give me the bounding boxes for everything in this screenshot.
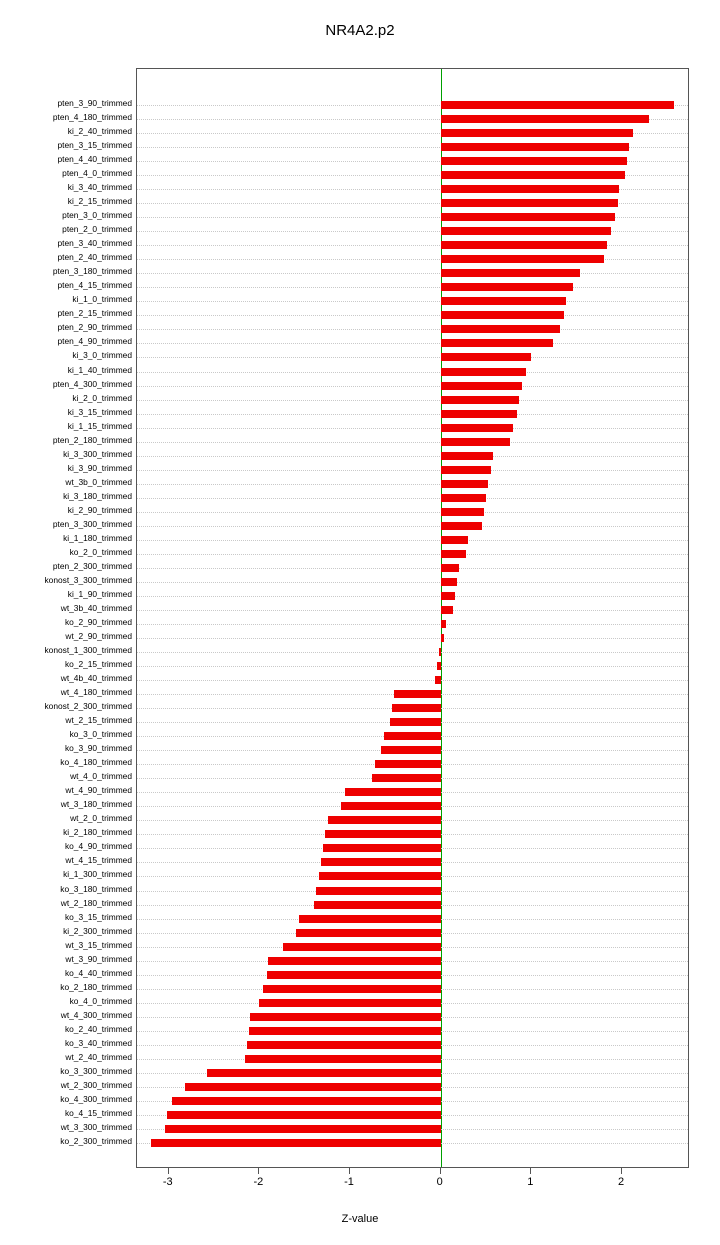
bar xyxy=(441,494,486,502)
y-tick-label: pten_4_180_trimmed xyxy=(52,112,132,123)
bar xyxy=(267,971,441,979)
y-tick-label: ki_2_0_trimmed xyxy=(72,392,132,403)
y-tick-label: ki_3_15_trimmed xyxy=(67,406,132,417)
x-tick-label: -2 xyxy=(253,1176,264,1188)
bar xyxy=(441,508,485,516)
gridline-row xyxy=(137,666,688,667)
y-tick-label: wt_3_300_trimmed xyxy=(60,1121,132,1132)
gridline-row xyxy=(137,610,688,611)
y-tick-label: ko_3_0_trimmed xyxy=(69,729,132,740)
gridline-row xyxy=(137,301,688,302)
bar xyxy=(441,424,514,432)
y-tick-label: ko_2_15_trimmed xyxy=(64,659,132,670)
gridline-row xyxy=(137,624,688,625)
y-tick-label: ki_3_90_trimmed xyxy=(67,462,132,473)
x-tick xyxy=(258,1168,259,1174)
bar xyxy=(441,522,483,530)
y-tick-label: konost_3_300_trimmed xyxy=(44,574,132,585)
y-tick-label: wt_2_15_trimmed xyxy=(65,715,132,726)
gridline-row xyxy=(137,287,688,288)
y-tick-label: ko_4_0_trimmed xyxy=(69,995,132,1006)
bar xyxy=(392,704,441,712)
y-tick-label: wt_2_180_trimmed xyxy=(60,897,132,908)
x-tick xyxy=(530,1168,531,1174)
y-tick-label: ki_2_40_trimmed xyxy=(67,126,132,137)
bar xyxy=(375,760,440,768)
y-tick-label: pten_3_180_trimmed xyxy=(52,266,132,277)
y-tick-label: wt_4_0_trimmed xyxy=(70,771,132,782)
bar xyxy=(325,830,441,838)
gridline-row xyxy=(137,540,688,541)
y-tick-label: wt_4b_40_trimmed xyxy=(60,673,132,684)
y-tick-label: konost_2_300_trimmed xyxy=(44,701,132,712)
y-tick-label: ki_1_300_trimmed xyxy=(63,869,132,880)
bar xyxy=(441,438,510,446)
y-tick-label: ko_4_40_trimmed xyxy=(64,967,132,978)
y-tick-label: pten_3_90_trimmed xyxy=(57,98,132,108)
gridline-row xyxy=(137,273,688,274)
bar xyxy=(441,606,454,614)
y-tick-label: pten_3_0_trimmed xyxy=(62,210,132,221)
y-tick-label: ko_2_90_trimmed xyxy=(64,617,132,627)
bar xyxy=(441,199,619,207)
y-tick-label: ki_3_300_trimmed xyxy=(63,448,132,459)
y-tick-label: ki_1_180_trimmed xyxy=(63,532,132,543)
bar xyxy=(441,396,519,404)
y-tick-label: ko_4_180_trimmed xyxy=(60,757,132,768)
y-tick-label: pten_3_15_trimmed xyxy=(57,140,132,151)
gridline-row xyxy=(137,428,688,429)
gridline-row xyxy=(137,357,688,358)
y-tick-label: ki_2_15_trimmed xyxy=(67,196,132,207)
bar xyxy=(441,452,494,460)
bar xyxy=(381,746,441,754)
y-tick-label: ko_3_40_trimmed xyxy=(64,1037,132,1048)
bar xyxy=(372,774,441,782)
y-tick-label: ko_2_40_trimmed xyxy=(64,1023,132,1034)
plot-inner xyxy=(137,69,688,1167)
x-tick-label: -3 xyxy=(162,1176,173,1188)
x-tick-label: -1 xyxy=(344,1176,354,1188)
y-tick-label: ko_2_0_trimmed xyxy=(69,546,132,557)
bar xyxy=(441,634,445,642)
bar xyxy=(167,1111,441,1119)
y-tick-label: ko_4_90_trimmed xyxy=(64,841,132,852)
x-tick-label: 0 xyxy=(436,1176,443,1188)
y-tick-label: pten_2_300_trimmed xyxy=(52,560,132,571)
y-tick-label: ko_3_90_trimmed xyxy=(64,743,132,754)
bar xyxy=(441,171,625,179)
bar xyxy=(441,353,532,361)
y-tick-label: wt_2_0_trimmed xyxy=(70,813,132,824)
bar xyxy=(249,1027,441,1035)
gridline-row xyxy=(137,343,688,344)
y-tick-label: ko_2_180_trimmed xyxy=(60,981,132,992)
bar xyxy=(319,872,440,880)
bar xyxy=(441,325,561,333)
y-tick-label: wt_2_40_trimmed xyxy=(65,1051,132,1062)
gridline-row xyxy=(137,329,688,330)
y-tick-label: ko_3_15_trimmed xyxy=(64,911,132,922)
gridline-row xyxy=(137,470,688,471)
x-tick-label: 1 xyxy=(527,1176,534,1188)
y-tick-label: pten_2_40_trimmed xyxy=(57,252,132,263)
bar xyxy=(185,1083,441,1091)
y-tick-label: ki_3_0_trimmed xyxy=(72,350,132,361)
y-tick-label: ki_2_300_trimmed xyxy=(63,925,132,936)
bar xyxy=(441,311,564,319)
y-tick-label: ki_1_0_trimmed xyxy=(72,294,132,305)
y-tick-label: ki_2_90_trimmed xyxy=(67,504,132,515)
bar xyxy=(268,957,440,965)
y-tick-label: wt_3_90_trimmed xyxy=(65,953,132,964)
y-tick-label: wt_4_180_trimmed xyxy=(60,687,132,698)
x-axis xyxy=(136,1168,689,1208)
bar xyxy=(439,648,441,656)
bar xyxy=(441,255,604,263)
bar xyxy=(296,929,441,937)
y-tick-label: wt_4_300_trimmed xyxy=(60,1009,132,1020)
bar xyxy=(441,410,517,418)
bar xyxy=(441,143,630,151)
bar xyxy=(250,1013,440,1021)
bar xyxy=(245,1055,441,1063)
bar xyxy=(283,943,441,951)
y-tick-label: ki_1_90_trimmed xyxy=(67,588,132,599)
bar xyxy=(314,901,441,909)
bar xyxy=(441,550,466,558)
y-tick-label: ko_4_15_trimmed xyxy=(64,1107,132,1118)
bar xyxy=(441,480,488,488)
y-tick-label: wt_4_15_trimmed xyxy=(65,855,132,866)
gridline-row xyxy=(137,259,688,260)
bar xyxy=(441,115,650,123)
y-tick-label: ki_3_180_trimmed xyxy=(63,490,132,501)
bar xyxy=(441,269,581,277)
bar xyxy=(441,578,457,586)
y-tick-label: ki_1_15_trimmed xyxy=(67,420,132,431)
bar xyxy=(441,382,523,390)
y-tick-label: ko_3_180_trimmed xyxy=(60,883,132,894)
bar xyxy=(441,620,446,628)
bar xyxy=(151,1139,441,1147)
y-tick-label: pten_4_40_trimmed xyxy=(57,154,132,165)
y-tick-label: wt_3_15_trimmed xyxy=(65,939,132,950)
gridline-row xyxy=(137,414,688,415)
y-tick-label: pten_3_300_trimmed xyxy=(52,518,132,529)
gridline-row xyxy=(137,372,688,373)
gridline-row xyxy=(137,498,688,499)
chart-title: NR4A2.p2 xyxy=(325,22,395,39)
gridline-row xyxy=(137,568,688,569)
y-tick-label: wt_3b_0_trimmed xyxy=(65,476,132,487)
bar xyxy=(441,213,615,221)
bar xyxy=(441,564,459,572)
bar xyxy=(345,788,441,796)
y-tick-label: ki_1_40_trimmed xyxy=(67,364,132,375)
y-tick-label: pten_3_40_trimmed xyxy=(57,238,132,249)
x-axis-title: Z-value xyxy=(341,1213,379,1225)
bar xyxy=(384,732,440,740)
y-tick-label: ko_2_300_trimmed xyxy=(60,1136,132,1146)
y-tick-label: ki_3_40_trimmed xyxy=(67,182,132,193)
y-tick-label: ko_3_300_trimmed xyxy=(60,1065,132,1076)
bar xyxy=(441,129,633,137)
bar xyxy=(441,368,526,376)
bar xyxy=(316,887,441,895)
y-tick-label: wt_4_90_trimmed xyxy=(65,785,132,796)
bar xyxy=(441,283,573,291)
bar xyxy=(341,802,441,810)
gridline-row xyxy=(137,512,688,513)
gridline-row xyxy=(137,638,688,639)
bar xyxy=(259,999,440,1007)
y-tick-label: ko_4_300_trimmed xyxy=(60,1093,132,1104)
y-tick-label: ki_2_180_trimmed xyxy=(63,827,132,838)
bar xyxy=(437,662,441,670)
bar xyxy=(172,1097,440,1105)
bar xyxy=(390,718,441,726)
bar xyxy=(299,915,440,923)
gridline-row xyxy=(137,386,688,387)
bar xyxy=(441,185,620,193)
y-tick-label: pten_2_15_trimmed xyxy=(57,308,132,319)
bar xyxy=(441,297,566,305)
bar xyxy=(441,339,553,347)
bar xyxy=(207,1069,441,1077)
y-tick-label: wt_2_300_trimmed xyxy=(60,1079,132,1090)
bar xyxy=(441,592,456,600)
gridline-row xyxy=(137,400,688,401)
bar xyxy=(328,816,440,824)
gridline-row xyxy=(137,456,688,457)
bar xyxy=(323,844,441,852)
bar xyxy=(441,227,611,235)
y-tick-label: wt_3_180_trimmed xyxy=(60,799,132,810)
gridline-row xyxy=(137,554,688,555)
gridline-row xyxy=(137,582,688,583)
y-tick-label: pten_4_90_trimmed xyxy=(57,336,132,347)
gridline-row xyxy=(137,442,688,443)
bar xyxy=(441,241,608,249)
gridline-row xyxy=(137,652,688,653)
x-tick xyxy=(349,1168,350,1174)
y-tick-label: pten_2_180_trimmed xyxy=(52,434,132,445)
bar xyxy=(394,690,441,698)
bar xyxy=(435,676,440,684)
y-tick-label: pten_4_15_trimmed xyxy=(57,280,132,291)
x-tick xyxy=(621,1168,622,1174)
gridline-row xyxy=(137,315,688,316)
y-tick-label: pten_4_300_trimmed xyxy=(52,378,132,389)
x-tick xyxy=(440,1168,441,1174)
y-tick-label: pten_4_0_trimmed xyxy=(62,168,132,179)
bar xyxy=(441,536,468,544)
bar xyxy=(441,101,674,109)
y-tick-label: wt_2_90_trimmed xyxy=(65,631,132,642)
bar xyxy=(247,1041,441,1049)
bar xyxy=(321,858,441,866)
gridline-row xyxy=(137,680,688,681)
bar xyxy=(441,157,628,165)
x-tick xyxy=(168,1168,169,1174)
plot-area xyxy=(136,68,689,1168)
bar xyxy=(441,466,492,474)
bar xyxy=(165,1125,441,1133)
gridline-row xyxy=(137,526,688,527)
gridline-row xyxy=(137,596,688,597)
y-tick-label: pten_2_0_trimmed xyxy=(62,224,132,235)
y-axis-labels xyxy=(0,68,132,1168)
y-tick-label: konost_1_300_trimmed xyxy=(44,645,132,656)
x-tick-label: 2 xyxy=(617,1176,625,1188)
y-tick-label: pten_2_90_trimmed xyxy=(57,322,132,333)
bar xyxy=(263,985,441,993)
y-tick-label: wt_3b_40_trimmed xyxy=(60,602,132,613)
gridline-row xyxy=(137,484,688,485)
